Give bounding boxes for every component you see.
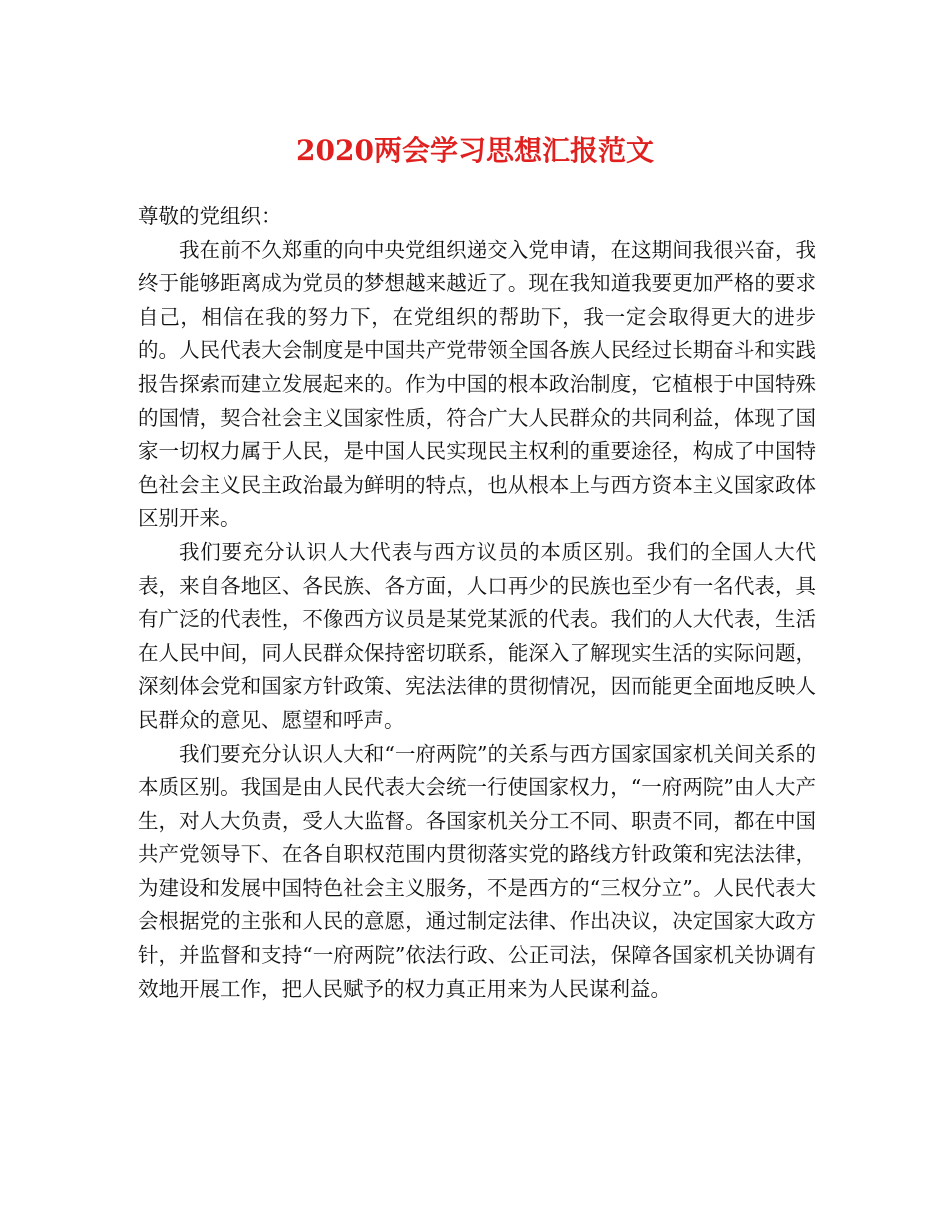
paragraph-2: 我们要充分认识人大代表与西方议员的本质区别。我们的全国人大代表，来自各地区、各民族、各方面，人口再少的民族也至少有一名代表，具有广泛的代表性，不像西方议员是某党某派的代表。我们的人大代表，生活在人民中间，同人民群众保持密切联系，能深入了解现实生活的实际问题，深刻体会党和国家方针政策、宪法法律的贯彻情况，因而能更全面地反映人民群众的意见、愿望和呼声。 — [138, 539, 816, 732]
paragraph-3: 我们要充分认识人大和“一府两院”的关系与西方国家国家机关间关系的本质区别。我国是由人民代表大会统一行使国家权力，“一府两院”由人大产生，对人大负责，受人大监督。各国家机关分工不同、职责不同，都在中国共产党领导下、在各自职权范围内贯彻落实党的路线方针政策和宪法法律，为建设和发展中国特色社会主义服务，不是西方的“三权分立”。人民代表大会根据党的主张和人民的意愿，通过制定法律、作出决议，决定国家大政方针，并监督和支持“一府两院”依法行政、公正司法，保障各国家机关协调有效地开展工作，把人民赋予的权力真正用来为人民谋利益。 — [138, 741, 816, 1001]
document-title: 2020两会学习思想汇报范文 — [296, 134, 654, 167]
salutation: 尊敬的党组织： — [138, 204, 282, 228]
document-body — [138, 200, 816, 1006]
paragraph-1: 我在前不久郑重的向中央党组织递交入党申请，在这期间我很兴奋，我终于能够距离成为党员的梦想越来越近了。现在我知道我要更加严格的要求自己，相信在我的努力下，在党组织的帮助下，我一定会取得更大的进步的。人民代表大会制度是中国共产党带领全国各族人民经过长期奋斗和实践报告探索而建立发展起来的。作为中国的根本政治制度，它植根于中国特殊的国情，契合社会主义国家性质，符合广大人民群众的共同利益，体现了国家一切权力属于人民，是中国人民实现民主权利的重要途径，构成了中国特色社会主义民主政治最为鲜明的特点，也从根本上与西方资本主义国家政体区别开来。 — [138, 237, 816, 531]
